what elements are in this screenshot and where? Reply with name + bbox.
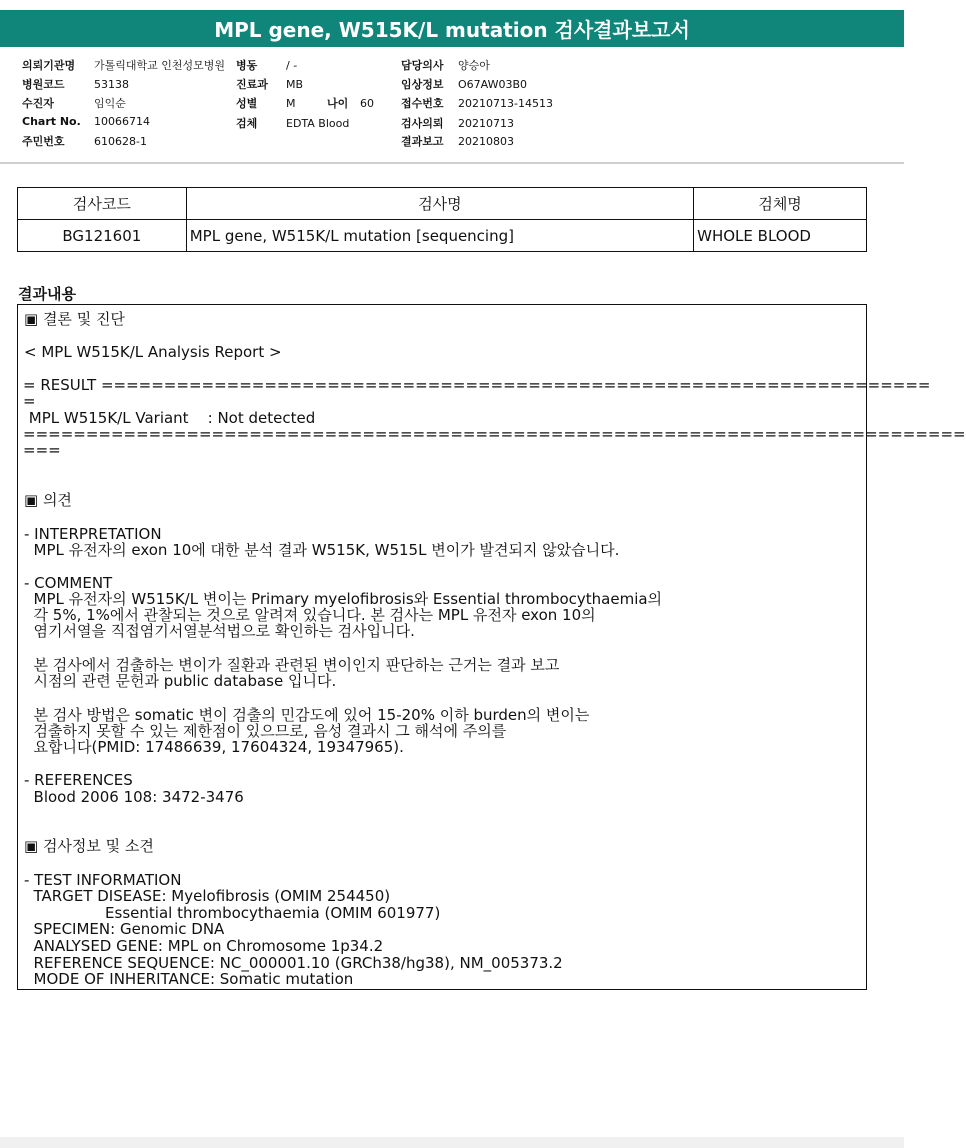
specimen-line: SPECIMEN: Genomic DNA [24, 920, 225, 938]
comment-line-7: 검출하지 못할 수 있는 제한점이 있으므로, 음성 결과시 그 해석에 주의를 [24, 722, 507, 740]
interpretation-label: - INTERPRETATION [24, 525, 162, 543]
result-content-box [17, 304, 966, 990]
references-text: Blood 2006 108: 3472-3476 [24, 788, 244, 806]
target-disease-line-2: Essential thrombocythaemia (OMIM 601977) [24, 904, 441, 922]
result-separator-top-wrap: = [23, 392, 36, 410]
comment-line-4: 본 검사에서 검출하는 변이가 질환과 관련된 변이인지 판단하는 근거는 결과 보고 [24, 656, 560, 674]
report-title-line: < MPL W515K/L Analysis Report > [24, 343, 282, 361]
info-department: 진료과 MB [236, 78, 304, 91]
info-patient-name: 수진자 임익순 [22, 97, 126, 110]
heading-opinion: ▣ 의견 [24, 491, 72, 509]
tests-table-header-row [18, 188, 867, 220]
cell-test-code: BG121601 [18, 220, 187, 252]
target-disease-line-1: TARGET DISEASE: Myelofibrosis (OMIM 254450) [24, 887, 391, 905]
comment-line-8: 요합니다(PMID: 17486639, 17604324, 19347965). [24, 738, 404, 756]
info-attending-doctor: 담당의사 양승아 [401, 59, 490, 72]
mode-of-inheritance-line: MODE OF INHERITANCE: Somatic mutation [24, 970, 354, 988]
info-request-date: 검사의뢰 20210713 [401, 117, 514, 130]
info-sex: 성별 M [236, 97, 296, 110]
cell-specimen-name: WHOLE BLOOD [694, 220, 867, 252]
header-divider [0, 162, 904, 164]
header-specimen-name: 검체명 [694, 188, 867, 220]
info-requesting-institution: 의뢰기관명 가톨릭대학교 인천성모병원 [22, 59, 226, 72]
test-information-label: - TEST INFORMATION [24, 871, 182, 889]
header-test-name: 검사명 [186, 188, 693, 220]
interpretation-text: MPL 유전자의 exon 10에 대한 분석 결과 W515K, W515L 변이가 발견되지 않았습니다. [24, 541, 620, 559]
comment-line-5: 시점의 관련 문헌과 public database 입니다. [24, 672, 337, 690]
result-separator-top: = RESULT ================================================================== [23, 376, 931, 394]
heading-test-information: ▣ 검사정보 및 소견 [24, 837, 154, 855]
result-section-title: 결과내용 [18, 285, 76, 303]
comment-label: - COMMENT [24, 574, 113, 592]
table-row [18, 220, 867, 252]
comment-line-3: 염기서열을 직접염기서열분석법으로 확인하는 검사입니다. [24, 622, 415, 640]
reference-sequence-line: REFERENCE SEQUENCE: NC_000001.10 (GRCh38/hg38), NM_005373.2 [24, 954, 563, 972]
info-age: 나이 60 [327, 97, 374, 110]
comment-line-2: 각 5%, 1%에서 관찰되는 것으로 알려져 있습니다. 본 검사는 MPL 유전자 exon 10의 [24, 606, 596, 624]
comment-line-1: MPL 유전자의 W515K/L 변이는 Primary myelofibrosis와 Essential thrombocythaemia의 [24, 590, 663, 608]
result-separator-bottom-wrap: === [23, 441, 61, 459]
info-accession-number: 접수번호 20210713-14513 [401, 97, 553, 110]
variant-result: MPL W515K/L Variant : Not detected [24, 409, 316, 427]
info-clinical-info: 임상정보 O67AW03B0 [401, 78, 527, 91]
result-separator-bottom: =========================================================================== [23, 425, 966, 443]
info-hospital-code: 병원코드 53138 [22, 78, 129, 91]
comment-line-6: 본 검사 방법은 somatic 변이 검출의 민감도에 있어 15-20% 이하 burden의 변이는 [24, 706, 590, 724]
heading-conclusion: ▣ 결론 및 진단 [24, 310, 125, 328]
info-ward: 병동 / - [236, 59, 298, 72]
analysed-gene-line: ANALYSED GENE: MPL on Chromosome 1p34.2 [24, 937, 384, 955]
report-title: MPL gene, W515K/L mutation 검사결과보고서 [0, 10, 904, 47]
info-chart-no: Chart No. 10066714 [22, 115, 150, 128]
info-resident-number: 주민번호 610628-1 [22, 135, 147, 148]
info-report-date: 결과보고 20210803 [401, 135, 514, 148]
info-specimen: 검체 EDTA Blood [236, 117, 350, 130]
references-label: - REFERENCES [24, 771, 133, 789]
page-bottom-strip [0, 1137, 904, 1148]
header-test-code: 검사코드 [18, 188, 187, 220]
tests-table [17, 187, 867, 252]
cell-test-name: MPL gene, W515K/L mutation [sequencing] [186, 220, 693, 252]
